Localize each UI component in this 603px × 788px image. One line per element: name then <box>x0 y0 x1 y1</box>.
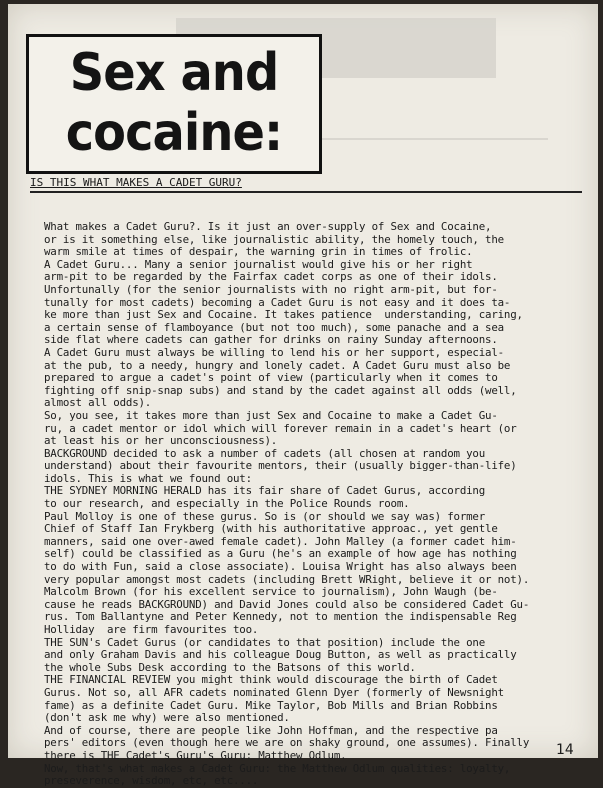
paragraph: THE FINANCIAL REVIEW you might think would discourage the birth of Cadet Gurus. Not so, all AFR cadets nominated Glenn Dyer (formerly of Newsnight fame) as a definite Cadet Guru. Mike Taylor, Bob Mills and Brian Robbins (don't ask me why) were also mentioned. <box>44 673 504 725</box>
paragraph: Unfortunally (for the senior journalists with no right arm-pit, but for- tunally for most cadets) becoming a Cadet Guru is not easy and it does ta- ke more than just Sex and Cocaine. It takes patience understanding, caring, a certain sense of flamboyance (but not too much), some panache and a sea side flat where cadets can gather for drinks on rainy Sunday afternoons. <box>44 282 523 347</box>
paragraph: THE SYDNEY MORNING HERALD has its fair share of Cadet Gurus, according to our research, and especially in the Police Rounds room. <box>44 484 486 511</box>
subheading: IS THIS WHAT MAKES A CADET GURU? <box>30 176 242 189</box>
page-number: 14 <box>556 742 574 758</box>
paragraph: What makes a Cadet Guru?. Is it just an over-supply of Sex and Cocaine, or is it something else, like journalistic ability, the homely touch, the warm smile at times of despair, the warning grin in times of frolic. <box>44 220 504 259</box>
paragraph: So, you see, it takes more than just Sex and Cocaine to make a Cadet Gu- ru, a cadet mentor or idol which will forever remain in a cadet's heart (or at least his or her unconsciousness). <box>44 408 517 448</box>
paragraph: Malcolm Brown (for his excellent service to journalism), John Waugh (be- cause he reads BACKGROUND) and David Jones could also be considered Cadet Gu- rus. Tom Ballantyne and Peter Kennedy, not to mention the indispensable Reg Holliday are firm favourites too. <box>44 585 530 636</box>
headline-line-1: Sex and <box>69 43 279 103</box>
paragraph: A Cadet Guru must always be willing to lend his or her support, especial- at the pub, to a needy, hungry and lonely cadet. A Cadet Guru must also be prepared to argue a cadet's point of view (particularly when it comes to fighting off snip-snap subs) and stand by the cadet against all odds (well, almost all odds). <box>44 345 517 410</box>
paragraph: Paul Molloy is one of these gurus. So is (or should we say was) former Chief of Staff Ian Frykberg (with his authoritative approac., yet gentle manners, said one over-awed female cadet). John Malley (a former cadet him- self) could be classified as a Guru (he's an example of how age has nothing to do with Fun, said a close associate). Louisa Wright has also always been very popular amongst most cadets (including Brett WRight, believe it or not). <box>44 509 530 586</box>
headline-box <box>26 34 322 174</box>
heading-rule <box>30 191 582 193</box>
article-body <box>44 212 590 788</box>
paragraph: BACKGROUND decided to ask a number of cadets (all chosen at random you understand) about their favourite mentors, their (usually bigger-than-life) idols. This is what we found out: <box>44 446 517 485</box>
paragraph: A Cadet Guru... Many a senior journalist would give his or her right arm-pit to be regarded by the Fairfax cadet corps as one of their idols. <box>44 257 498 284</box>
paragraph: Now, that's what makes a Cadet Guru: the Matthew Odlum qualities: loyalty, preseverence, wisdom, etc, etc.... <box>44 761 511 788</box>
document-page <box>8 4 598 788</box>
paragraph: And of course, there are people like John Hoffman, and the respective pa pers' editors (even though here we are on shaky ground, one assumes). Finally there is THE Cadet's Guru's Guru: Matthew Odlum. <box>44 723 530 762</box>
paragraph: THE SUN's Cadet Gurus (or candidates to that position) include the one and only Graham Davis and his colleague Doug Button, as well as practically the whole Subs Desk according to the Batsons of this world. <box>44 635 517 674</box>
headline-line-2: cocaine: <box>65 103 283 163</box>
